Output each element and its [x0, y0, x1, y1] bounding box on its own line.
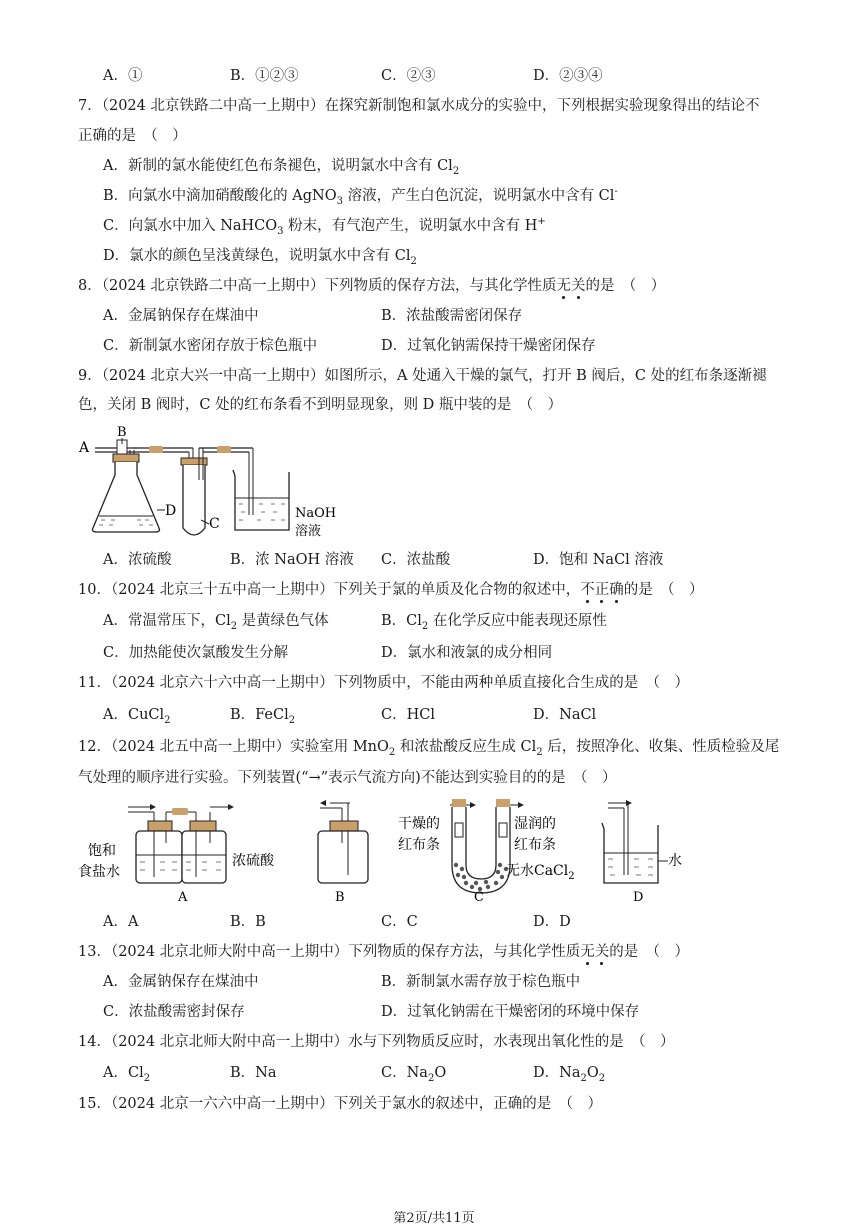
q11-stem: 11．（2024 北京六十六中高一上期中）下列物质中，不能由两种单质直接化合生成的是 （ ）: [78, 675, 689, 691]
q14-stem: 14．（2024 北京北师大附中高一上期中）水与下列物质反应时，水表现出氧化性的是 （ ）: [78, 1034, 675, 1050]
q12-label-a: A: [178, 890, 188, 905]
q12-apparatus-c: [398, 799, 575, 905]
q9-apparatus-figure: [75, 420, 345, 545]
q12-label-cacl2: 无水CaCl$_2$: [506, 863, 575, 882]
q12-stem-line1: 12．（2024 北五中高一上期中）实验室用 MnO$_2$ 和浓盐酸反应生成 $Cl_2$ 后，按照净化、收集、性质检验及尾: [78, 739, 780, 758]
q6-option-a: A．①: [103, 68, 143, 84]
q9-label-b: B: [117, 425, 127, 440]
q12-option-b: B．B: [230, 914, 266, 930]
q12-label-wet: 湿润的: [514, 816, 556, 832]
q8-option-a: A．金属钠保存在煤油中: [103, 308, 259, 324]
q12-label-saturated: 饱和: [88, 843, 116, 859]
q13-option-c: C．浓盐酸需密封保存: [103, 1004, 245, 1020]
q12-label-red-cloth-1: 红布条: [398, 837, 440, 853]
q12-label-conc-sulfuric: 浓硫酸: [232, 853, 274, 869]
q14-option-d: D．$Na_2O_2$: [533, 1065, 606, 1084]
q8-stem: 8．（2024 北京铁路二中高一上期中）下列物质的保存方法，与其化学性质无关的是 （ ）: [78, 278, 666, 294]
q10-option-b: B．$Cl_2$ 在化学反应中能表现还原性: [381, 613, 607, 632]
q9-stem-line2: 色，关闭 B 阀时，C 处的红布条看不到明显现象，则 D 瓶中装的是 （ ）: [78, 397, 563, 413]
q13-option-d: D．过氧化钠需在干燥密闭的环境中保存: [381, 1004, 640, 1020]
q9-label-a: A: [79, 440, 90, 456]
q8-option-b: B．浓盐酸需密闭保存: [381, 308, 523, 324]
q9-option-b: B．浓 NaOH 溶液: [230, 552, 354, 568]
q11-option-a: A．CuCl$_2$: [103, 707, 171, 726]
q12-label-dry: 干燥的: [398, 816, 440, 832]
q9-option-c: C．浓盐酸: [381, 552, 451, 568]
q12-apparatus-b: [318, 800, 368, 905]
q12-apparatus-figure: [78, 795, 698, 907]
q12-stem-line2: 气处理的顺序进行实验。下列装置(“→”表示气流方向)不能达到实验目的的是 （ ）: [78, 770, 617, 786]
q14-option-a: A．$Cl_2$: [103, 1065, 151, 1084]
q7-option-d: D．氯水的颜色呈浅黄绿色，说明氯水中含有 $Cl_2$: [103, 248, 417, 267]
q9-label-c: C: [209, 516, 220, 532]
q8-option-c: C．新制氯水密闭存放于棕色瓶中: [103, 338, 318, 354]
q7-option-a: A．新制的氯水能使红色布条褪色，说明氯水中含有 $Cl_2$: [103, 158, 460, 177]
q7-stem-line2: 正确的是 （ ）: [78, 128, 187, 144]
q13-stem: 13．（2024 北京北师大附中高一上期中）下列物质的保存方法，与其化学性质无关的是 （ ）: [78, 944, 689, 960]
q12-apparatus-d: [602, 800, 682, 905]
q10-stem: 10．（2024 北京三十五中高一上期中）下列关于氯的单质及化合物的叙述中，不正确的是 （ ）: [78, 582, 704, 598]
q9-label-solution: 溶液: [295, 524, 322, 539]
q12-label-c: C: [474, 890, 484, 905]
q8-option-d: D．过氧化钠需保持干燥密闭保存: [381, 338, 596, 354]
q12-apparatus-a: [78, 804, 275, 905]
q7-stem-line1: 7．（2024 北京铁路二中高一上期中）在探究新制饱和氯水成分的实验中，下列根据实验现象得出的结论不: [78, 98, 760, 114]
q14-option-c: C．$Na_2O$: [381, 1065, 447, 1084]
q9-option-a: A．浓硫酸: [103, 552, 172, 568]
q12-option-a: A．A: [103, 914, 139, 930]
q13-option-b: B．新制氯水需存放于棕色瓶中: [381, 974, 581, 990]
q9-label-d: D: [165, 503, 177, 519]
q7-option-c: C．向氯水中加入 NaHCO$_3$ 粉末，有气泡产生，说明氯水中含有 H+: [103, 216, 546, 237]
q9-label-naoh: NaOH: [295, 506, 337, 521]
q10-option-d: D．氯水和液氯的成分相同: [381, 645, 553, 661]
q12-option-c: C．C: [381, 914, 418, 930]
q6-option-c: C．②③: [381, 68, 436, 84]
q6-option-d: D．②③④: [533, 68, 603, 84]
q15-stem: 15．（2024 北京一六六中高一上期中）下列关于氯水的叙述中，正确的是 （ ）: [78, 1096, 602, 1112]
q11-option-c: C．HCl: [381, 707, 435, 723]
q11-option-b: B．FeCl$_2$: [230, 707, 296, 726]
q14-option-b: B．Na: [230, 1065, 277, 1081]
q12-label-brine: 食盐水: [78, 864, 120, 880]
q12-label-b: B: [335, 890, 345, 905]
q9-option-d: D．饱和 NaCl 溶液: [533, 552, 664, 568]
page-footer: 第2页/共11页: [393, 1211, 475, 1226]
q7-option-b: B．向氯水中滴加硝酸酸化的 AgNO$_3$ 溶液，产生白色沉淀，说明氯水中含有 Cl-: [103, 186, 618, 207]
q6-option-b: B．①②③: [230, 68, 299, 84]
q13-option-a: A．金属钠保存在煤油中: [103, 974, 259, 990]
q12-label-d: D: [633, 890, 644, 905]
q12-label-red-cloth-2: 红布条: [514, 837, 556, 853]
q10-option-a: A．常温常压下，$Cl_2$ 是黄绿色气体: [103, 613, 329, 632]
q11-option-d: D．NaCl: [533, 707, 597, 723]
q9-stem-line1: 9．（2024 北京大兴一中高一上期中）如图所示，A 处通入干燥的氯气，打开 B 阀后，C 处的红布条逐渐褪: [78, 368, 767, 384]
q12-option-d: D．D: [533, 914, 571, 930]
q12-label-water: 水: [668, 853, 682, 869]
q10-option-c: C．加热能使次氯酸发生分解: [103, 645, 289, 661]
